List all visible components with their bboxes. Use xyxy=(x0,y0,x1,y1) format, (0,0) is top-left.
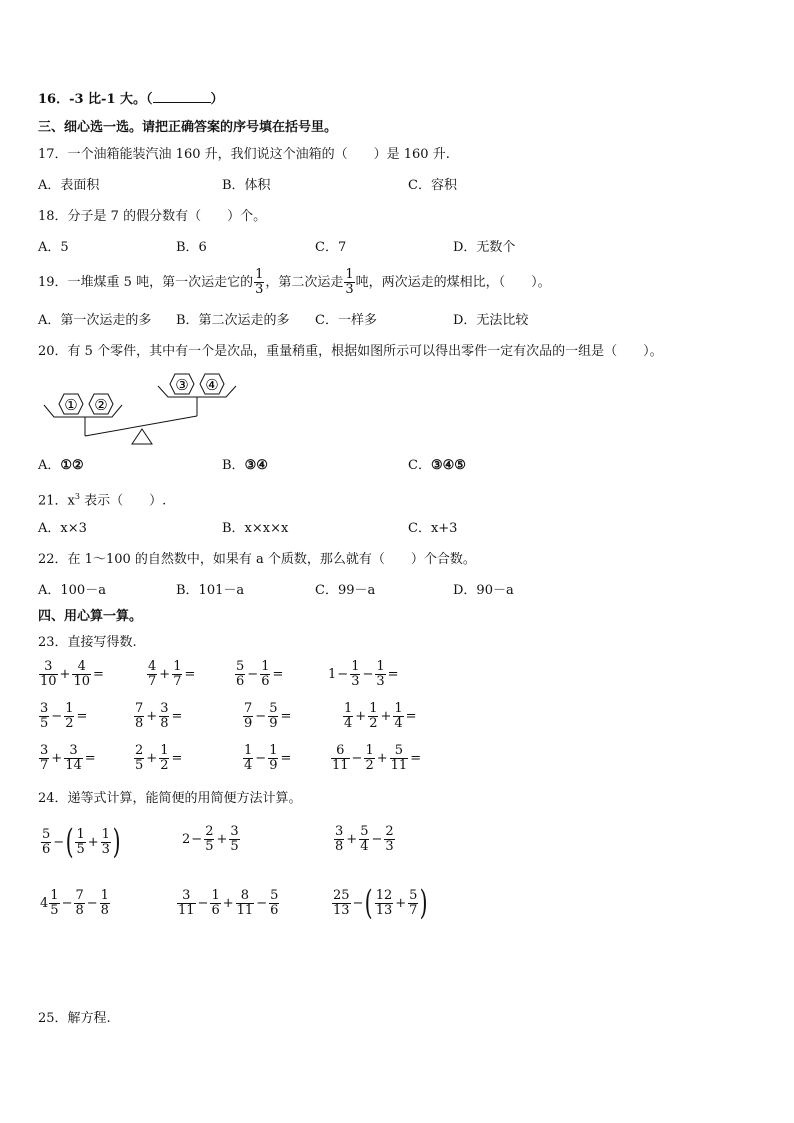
q16-text: 16． xyxy=(38,92,70,107)
q21-option-a[interactable]: A．x×3 xyxy=(38,521,87,536)
question-25: 25．解方程. xyxy=(38,1011,111,1026)
question-16 xyxy=(38,90,224,108)
q17-option-c[interactable]: C．容积 xyxy=(408,178,457,193)
q19-part2: ，第二次运走 xyxy=(265,274,344,290)
q20-option-c[interactable]: C．③④⑤ xyxy=(408,458,466,473)
question-18: 18．分子是 7 的假分数有（ ）个。 xyxy=(38,209,267,224)
part-1-label: ① xyxy=(64,396,78,414)
question-21: 21．$x^3$ 表示（ ）. xyxy=(38,492,167,509)
section-3-title: 三、细心选一选。请把正确答案的序号填在括号里。 xyxy=(38,120,338,135)
answer-blank[interactable] xyxy=(153,90,211,103)
q19-option-d[interactable]: D．无法比较 xyxy=(453,313,529,328)
q18-option-c[interactable]: C．7 xyxy=(315,240,347,255)
balance-scale-figure xyxy=(42,366,252,446)
calc-expression: $\frac{3}{5}$ − $\frac{1}{2}$ = xyxy=(40,701,88,731)
question-23: 23．直接写得数. xyxy=(38,635,137,650)
q18-option-b[interactable]: B．6 xyxy=(176,240,207,255)
question-19 xyxy=(38,268,551,297)
fulcrum-triangle xyxy=(132,429,152,444)
q18-option-a[interactable]: A．5 xyxy=(38,240,69,255)
q19-option-b[interactable]: B．第二次运走的多 xyxy=(176,313,290,328)
calc-expression: $\frac{4}{7}$ + $\frac{1}{7}$ = xyxy=(148,659,196,689)
q19-part1: 19．一堆煤重 5 吨，第一次运走它的 xyxy=(38,274,254,290)
q19-part3: 吨，两次运走的煤相比，（ ）。 xyxy=(355,274,551,290)
calc-expression: $\frac{7}{9}$ − $\frac{5}{9}$ = xyxy=(244,701,292,731)
calc-expression: $\frac{3}{11}$ − $\frac{1}{6}$ + $\frac{8}{11}$ − $\frac{5}{6}$ xyxy=(178,888,279,918)
q22-option-a[interactable]: A．100－a xyxy=(38,583,106,598)
calc-expression: $\frac{2}{5}$ + $\frac{1}{2}$ = xyxy=(135,743,183,773)
q19-option-c[interactable]: C．一样多 xyxy=(315,313,377,328)
part-3-label: ③ xyxy=(175,376,189,394)
part-2-label: ② xyxy=(94,396,108,414)
q16-end: ） xyxy=(210,92,224,107)
question-17: 17．一个油箱能装汽油 160 升，我们说这个油箱的（ ）是 160 升. xyxy=(38,147,450,162)
q18-option-d[interactable]: D．无数个 xyxy=(453,240,516,255)
calc-expression: 2 − $\frac{2}{5}$ + $\frac{3}{5}$ xyxy=(182,824,239,854)
calc-expression: $\frac{3}{10}$ + $\frac{4}{10}$ = xyxy=(40,659,104,689)
part-4-label: ④ xyxy=(205,376,219,394)
question-22: 22．在 1～100 的自然数中，如果有 a 个质数，那么就有（ ）个合数。 xyxy=(38,552,476,567)
calc-expression: $\frac{25}{13}$ − ( $\frac{12}{13}$ + $\frac{5}{7}$ ) xyxy=(333,883,429,923)
q22-option-c[interactable]: C．99－a xyxy=(315,583,376,598)
calc-expression: $\frac{1}{4}$ − $\frac{1}{9}$ = xyxy=(244,743,292,773)
fraction: $\frac{1}{3}$ xyxy=(345,267,354,297)
q17-option-b[interactable]: B．体积 xyxy=(222,178,271,193)
q22-option-b[interactable]: B．101－a xyxy=(176,583,245,598)
q20-option-a[interactable]: A．①② xyxy=(38,458,84,473)
q17-option-a[interactable]: A．表面积 xyxy=(38,178,100,193)
section-4-title: 四、用心算一算。 xyxy=(38,609,143,624)
q19-option-a[interactable]: A．第一次运走的多 xyxy=(38,313,152,328)
calc-expression: $\frac{5}{6}$ − $\frac{1}{6}$ = xyxy=(236,659,284,689)
calc-expression: $\frac{7}{8}$ + $\frac{3}{8}$ = xyxy=(135,701,183,731)
calc-expression: 4 $\frac{1}{5}$ − $\frac{7}{8}$ − $\frac{1}{8}$ xyxy=(40,888,109,918)
calc-expression: $\frac{1}{4}$ + $\frac{1}{2}$ + $\frac{1}{4}$ = xyxy=(344,701,417,731)
calc-expression: $\frac{3}{8}$ + $\frac{5}{4}$ − $\frac{2}{3}$ xyxy=(335,824,394,854)
q21-option-b[interactable]: B．x×x×x xyxy=(222,521,289,536)
q21-option-c[interactable]: C．x+3 xyxy=(408,521,458,536)
q16-body: -3 比-1 大。（ xyxy=(69,92,153,107)
fraction: $\frac{1}{3}$ xyxy=(255,267,264,297)
calc-expression: $\frac{3}{7}$ + $\frac{3}{14}$ = xyxy=(40,743,96,773)
question-20: 20．有 5 个零件，其中有一个是次品，重量稍重，根据如图所示可以得出零件一定有次品的一组是（ ）。 xyxy=(38,344,663,359)
q22-option-d[interactable]: D．90－a xyxy=(453,583,514,598)
question-24: 24．递等式计算，能简便的用简便方法计算。 xyxy=(38,791,302,806)
calc-expression: $\frac{5}{6}$ − ( $\frac{1}{5}$ + $\frac{1}{3}$ ) xyxy=(42,822,121,862)
q20-option-b[interactable]: B．③④ xyxy=(222,458,268,473)
calc-expression: 1 − $\frac{1}{3}$ − $\frac{1}{3}$ = xyxy=(328,659,399,689)
calc-expression: $\frac{6}{11}$ − $\frac{1}{2}$ + $\frac{5}{11}$ = xyxy=(332,743,422,773)
